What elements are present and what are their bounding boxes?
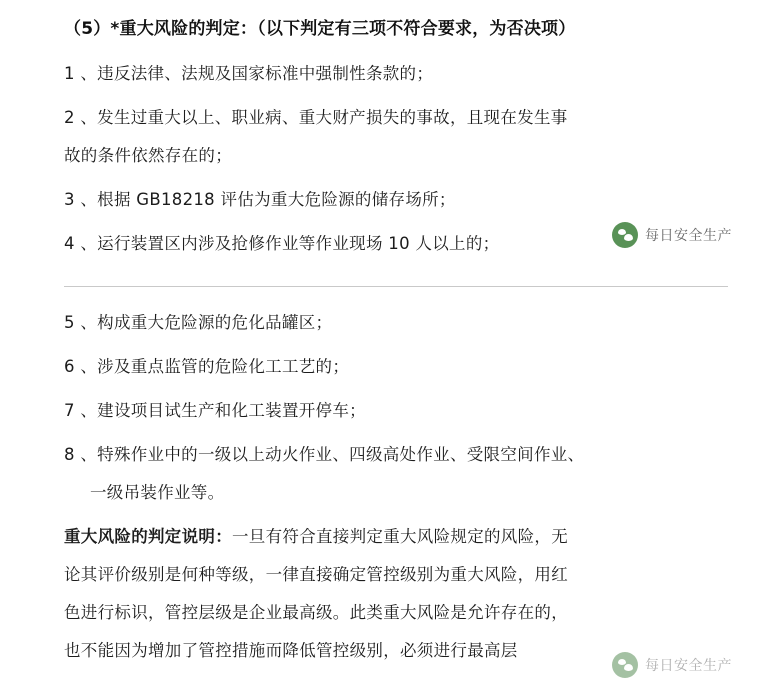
explanation-lead: 重大风险的判定说明： [64,527,232,546]
explanation-line-1 [64,519,728,555]
page-heading: （5）*重大风险的判定：（以下判定有三项不符合要求，为否决项） [64,19,576,39]
explanation-line-3: 色进行标识，管控层级是企业最高级。此类重大风险是允许存在的， [64,603,568,622]
section-lower [64,305,728,669]
list-item: 2 、发生过重大以上、职业病、重大财产损失的事故，且现在发生事 [64,108,568,127]
explanation-line-1-text: 一旦有符合直接判定重大风险规定的风险，无 [232,527,568,546]
list-item-continuation [64,475,728,511]
list-item: 4 、运行装置区内涉及抢修作业等作业现场 10 人以上的； [64,234,500,253]
watermark-label: 每日安全生产 [645,228,732,244]
list-item: 1 、违反法律、法规及国家标准中强制性条款的； [64,64,434,83]
list-item: 6 、涉及重点监管的危险化工工艺的； [64,357,350,376]
watermark-label: 每日安全生产 [645,658,732,674]
list-item-continuation-text: 一级吊装作业等。 [90,483,225,502]
section-upper [64,56,728,272]
explanation-line-2: 论其评价级别是何种等级，一律直接确定管控级别为重大风险，用红 [64,565,568,584]
list-item: 5 、构成重大危险源的危化品罐区； [64,313,333,332]
list-item: 8 、特殊作业中的一级以上动火作业、四级高处作业、受限空间作业、 [64,445,585,464]
list-item: 7 、建设项目试生产和化工装置开停车； [64,401,366,420]
list-item-continuation: 故的条件依然存在的； [64,146,232,165]
list-item: 3 、根据 GB18218 评估为重大危险源的储存场所； [64,190,456,209]
section-divider [64,286,728,287]
explanation-line-4: 也不能因为增加了管控措施而降低管控级别，必须进行最高层 [64,641,518,660]
